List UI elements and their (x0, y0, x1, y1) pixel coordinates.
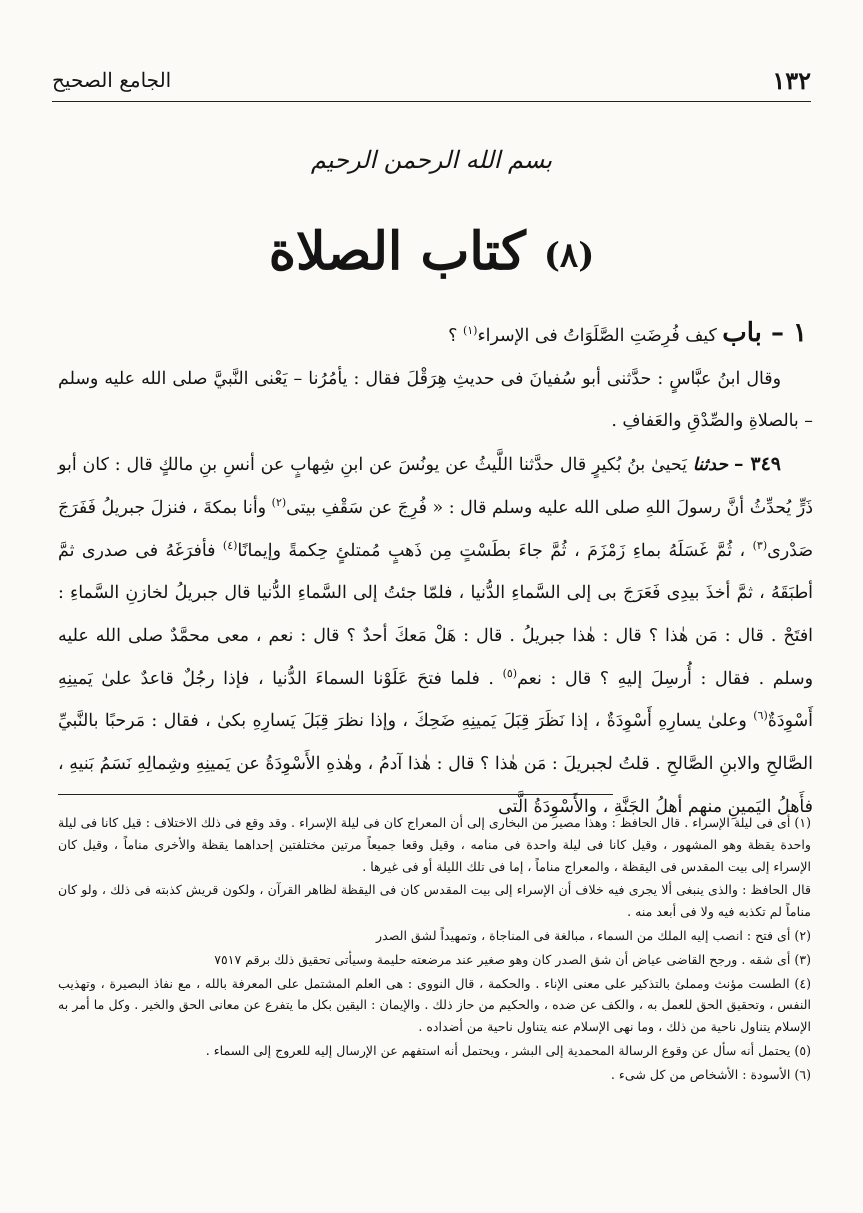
hadith-text: يَحيىٰ بنُ بُكيرٍ قال حدَّثنا اللَّيثُ عن يونُسَ عن ابنِ شِهابٍ عن أنسِ بنِ مالكٍ قال : كان أبو ذَرٍّ يُحدِّثُ أنَّ رسولَ اللهِ صلى الله عليه وسلم قال : « فُرِجَ عن سَقْفِ بيتى (58, 455, 813, 518)
chapter-intro: وقال ابنُ عبَّاسٍ : حدَّثنى أبو سُفيانَ فى حديثِ هِرَقْلَ فقال : يأمُرُنا – يَعْنى النَّبيَّ صلى الله عليه وسلم – بالصلاةِ والصِّدْقِ والعَفافِ . (58, 368, 813, 432)
basmala: بسم الله الرحمن الرحيم (310, 146, 553, 174)
hadith-text: فأفرَغَهُ فى صدرى ثمَّ أطبَقَهُ ، ثمَّ أخذَ بيدِى فَعَرَجَ بى إلى السَّماءِ الدُّنيا ، فلمّا جئتُ إلى السَّماءِ الدُّنيا قال جبريلُ لخازنِ السَّماءِ : افتَحْ . قال : مَن هٰذا ؟ قال : هٰذا جبريلُ . قال : هَلْ مَعكَ أحدٌ ؟ قال : نعم ، معى محمَّدٌ صلى الله عليه وسلم . فقال : أُرسِلَ إليهِ ؟ قال : نعم (58, 540, 814, 689)
footnote-ref-4: (٤) (222, 538, 238, 552)
hadith-349 (58, 443, 813, 828)
footnote-ref-5: (٥) (502, 666, 518, 680)
footnote-separator (58, 794, 613, 795)
footnote: (١) أى فى ليلة الإسراء . قال الحافظ : وهذا مصير من البخارى إلى أن المعراج كان فى ليلة الإسراء . وقد وقع فى ذلك الاختلاف : قيل كانا فى ليلة واحدة يقظة وهو المشهور ، وقيل كانا فى ليلة واحدة فى منامه ، وقيل وقعا جميعاً مرتين مختلفتين إحداهما يقظة والأخرى مناماً ، وقيل كان الإسراء إلى بيت المقدس فى اليقظة ، والمعراج مناماً ، إما فى تلك الليلة أو فى غيرها . (58, 815, 811, 874)
header-book-title: الجامع الصحيح (52, 68, 172, 92)
footnote-ref-6: (٦) (753, 709, 768, 723)
hadith-text: وعلىٰ يسارِهِ أَسْوِدَةٌ ، إذا نَظَرَ قِبَلَ يَمينِهِ ضَحِكَ ، وإذا نظرَ قِبَلَ يَسارِهِ بكىٰ ، فقال : مَرحبًا بالنَّبيِّ الصَّالحِ والابنِ الصَّالحِ . قلتُ لجبريلَ : مَن هٰذا ؟ قال : هٰذا آدمُ ، وهٰذهِ الأَسْوِدَةُ عن يَمينِهِ وشِمالِهِ نَسَمُ بَنيهِ ، فأَهلُ اليَمينِ منهم أهلُ الجَنَّةِ ، والأَسْوِدَةُ الَّتى (58, 711, 813, 817)
footnotes (58, 812, 811, 1088)
hadith-text: وأنا بمكةَ ، فنزلَ جبريلُ فَفَرَجَ صَدْرى (58, 497, 814, 561)
chapter-title: كيف فُرِضَتِ الصَّلَوَاتُ فى الإسراء (477, 326, 717, 346)
page-number: ١٣٢ (772, 65, 811, 95)
footnote-ref-1: (١) (462, 324, 478, 338)
footnote: (٦) الأسودة : الأشخاص من كل شىء . (610, 1066, 811, 1082)
footnote: (٤) الطست مؤنث ومملئ بالتذكير على معنى الإناء . والحكمة ، قال النووى : هى العلم المشتمل على المعرفة بالله ، مع نفاذ البصيرة ، وتهذيب النفس ، وتحقيق الحق للعمل به ، والكف عن ضده ، والحكيم من حاز ذلك . والإيمان : اليقين بكل ما يتفرع عن معانى الحق والخير . وكل ما أمر به الإسلام يتناول ناحية من ذلك ، وما نهى الإسلام عنه يتناول ناحية من أضداده . (58, 975, 811, 1035)
footnote: (٢) أى فتح : انصب إليه الملك من السماء ، مبالغة فى المناجاة ، وتمهيداً لشق الصدر (376, 927, 811, 943)
hadith-text: ، ثُمَّ غَسَلَهُ بماءِ زَمْزَمَ ، ثُمَّ جاءَ بطَسْتٍ مِن ذَهبٍ مُمتلئٍ حِكمةً وإيمانًا (237, 540, 746, 561)
footnote: (٣) أى شقه . ورجح القاضى عياض أن شق الصدر كان وهو صغير عند مرضعته حليمة وسيأتى تحقيق ذلك برقم ٧٥١٧ (214, 951, 811, 967)
book-number: (٨) (543, 235, 595, 276)
main-text (58, 312, 813, 828)
chapter-label: ١ – باب (722, 318, 807, 348)
header-rule (52, 101, 811, 102)
hadith-number: ٣٤٩ – (733, 453, 782, 476)
hadith-text: . فلما فتحَ عَلَوْنا السماءَ الدُّنيا ، فإذا رجُلٌ قاعدٌ علىٰ يَمينِهِ أَسْوِدَةٌ (58, 668, 814, 732)
chapter-question-mark: ؟ (448, 326, 458, 346)
running-header (52, 62, 811, 98)
footnote-ref-2: (٢) (271, 496, 287, 510)
book-heading (0, 218, 863, 290)
footnote: قال الحافظ : والذى ينبغى ألا يجرى فيه خلاف أن الإسراء إلى بيت المقدس كان فى اليقظة لظاهر القرآن ، ولكون قريش كذبته فى ذلك ، ولو كان مناماً لم تكذبه فيه ولا فى أبعد منه . (58, 882, 811, 920)
chapter-heading (58, 312, 813, 358)
hadith-opening: حدثنا (692, 455, 729, 476)
footnote-ref-3: (٣) (752, 538, 768, 552)
book-title: كتاب الصلاة (268, 221, 526, 282)
footnote: (٥) يحتمل أنه سأل عن وقوع الرسالة المحمدية إلى البشر ، ويحتمل أنه استفهم عن الإرسال إليه للعروج إلى السماء . (205, 1042, 811, 1058)
